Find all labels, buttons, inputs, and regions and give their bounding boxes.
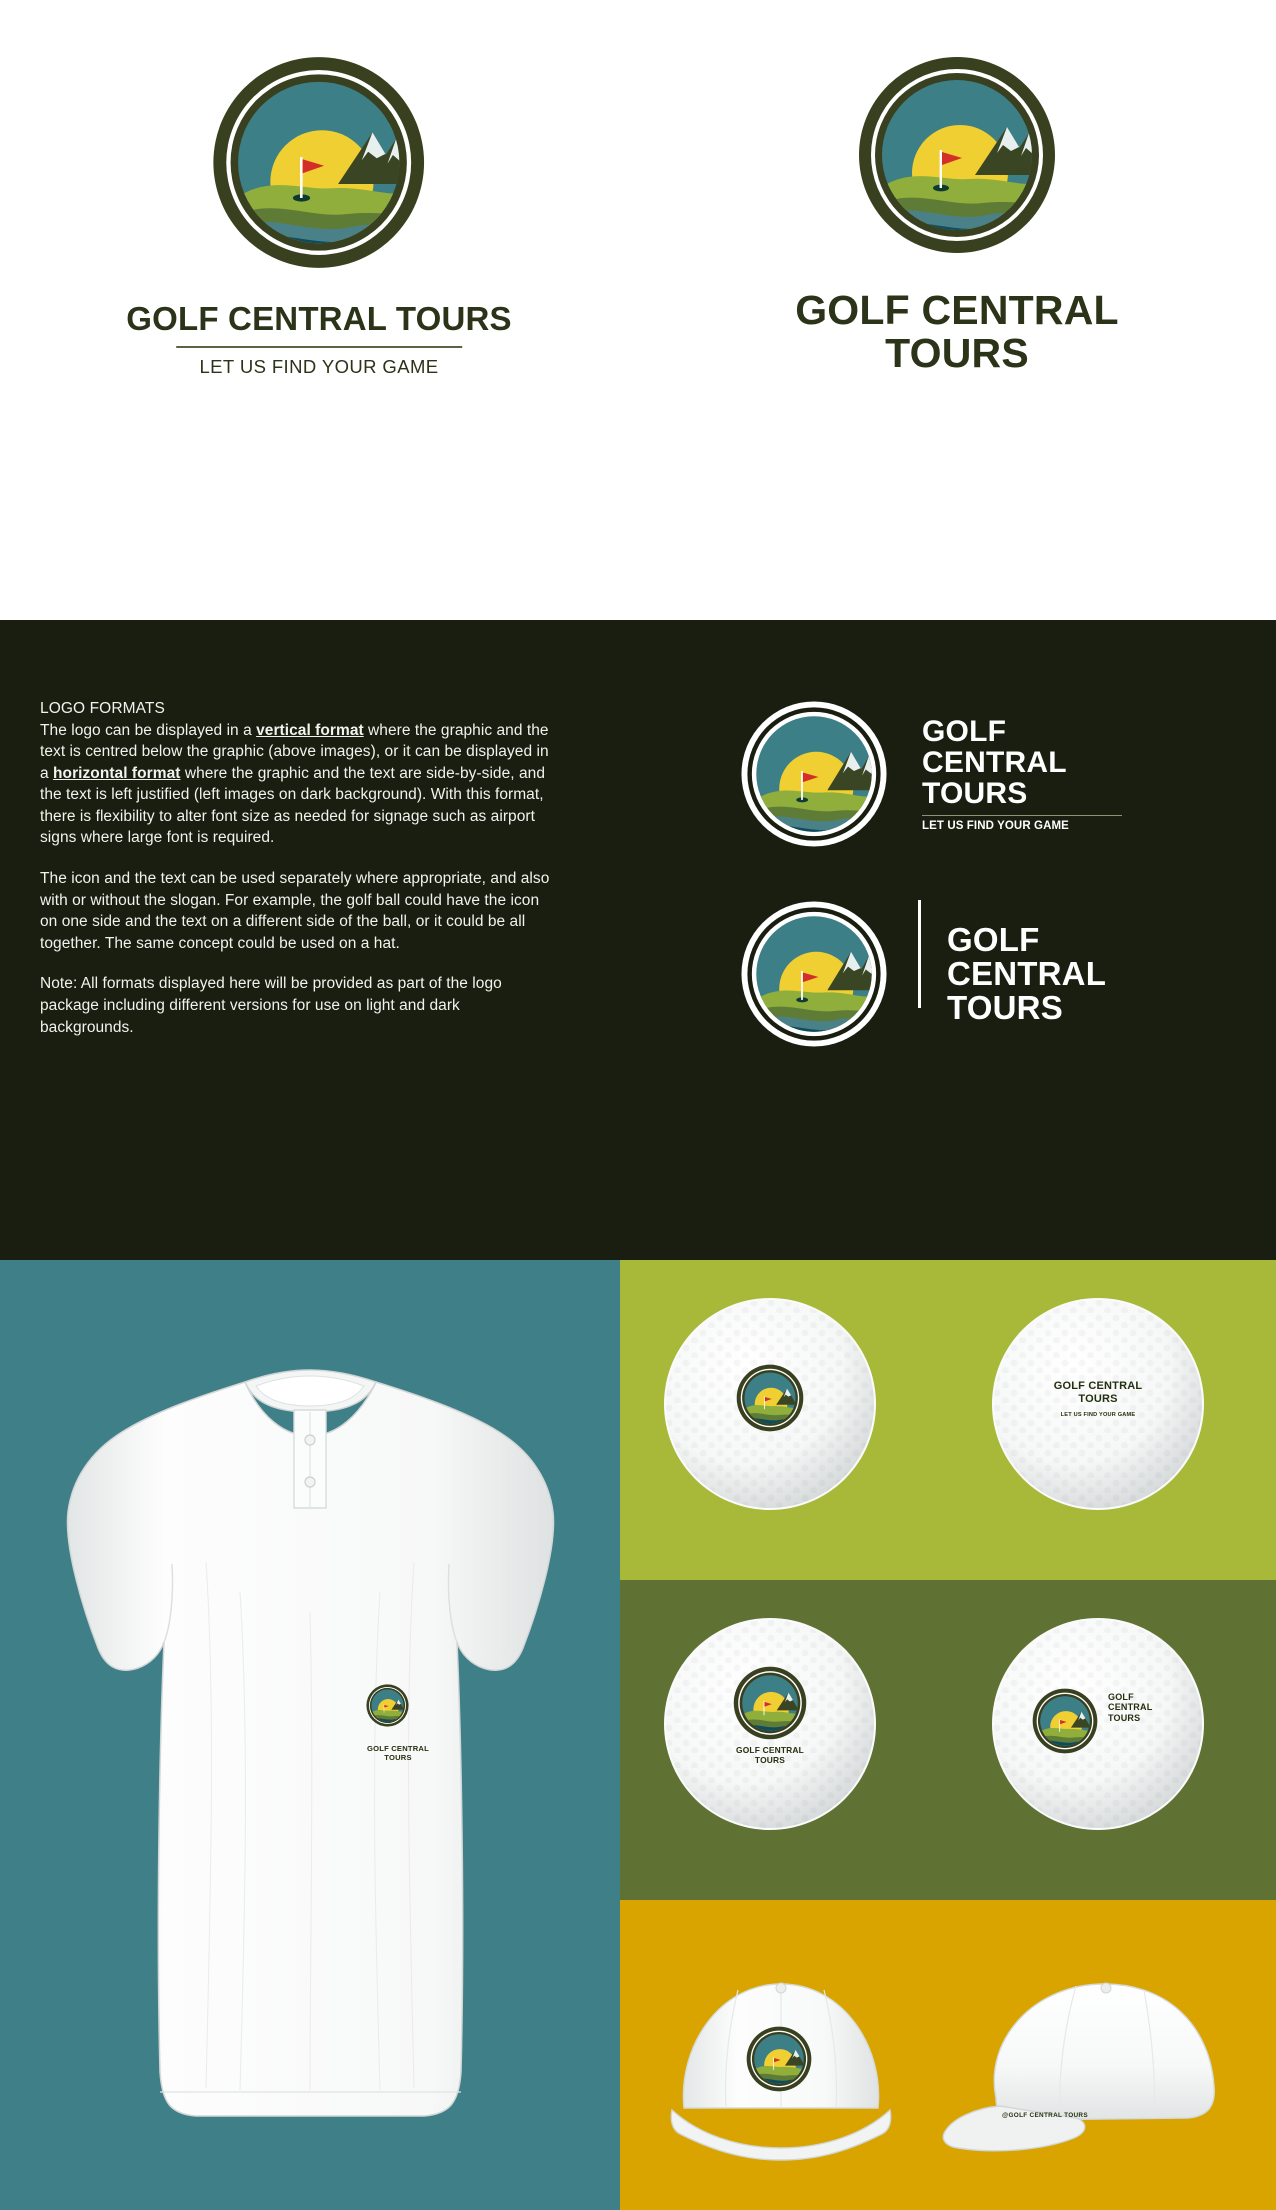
horizontal-lockup-examples	[740, 700, 1240, 1048]
logo-badge-artwork	[733, 1666, 807, 1740]
golf-ball-wordmark-line-3: TOURS	[1108, 1712, 1141, 1723]
guidelines-paragraph-3: Note: All formats displayed here will be provided as part of the logo package including different versions for use on light and dark backgrounds.	[40, 975, 502, 1036]
golf-ball-wordmark	[1108, 1692, 1198, 1723]
polo-chest-text	[338, 1745, 458, 1762]
lockup-text-block	[922, 716, 1122, 832]
golf-ball-logo-icon	[733, 1666, 807, 1740]
golf-ball-cell-text-only	[948, 1260, 1276, 1580]
logo-badge	[857, 55, 1057, 255]
cap-front-logo-icon	[746, 2026, 812, 2092]
golf-ball-tagline: LET US FIND YOUR GAME	[1060, 1412, 1136, 1418]
guidelines-heading: LOGO FORMATS	[40, 700, 165, 717]
golf-ball-wordmark-line-1: GOLF	[1108, 1692, 1134, 1702]
golf-ball-wordmark-line-2: TOURS	[1078, 1392, 1118, 1405]
cap-mockup-cell	[620, 1900, 1276, 2210]
golf-ball-wordmark	[702, 1746, 838, 1765]
logo-badge-artwork	[740, 700, 888, 848]
logo-badge-artwork	[1032, 1688, 1098, 1754]
golf-ball-cell-icon-and-text	[948, 1580, 1276, 1900]
horizontal-lockup-with-bar	[740, 900, 1240, 1048]
polo-chest-line-1: GOLF CENTRAL	[367, 1744, 429, 1753]
vertical-lockup-one-line	[0, 0, 638, 620]
merchandise-mockups	[0, 1260, 1276, 2210]
emphasis-horizontal-format: horizontal format	[53, 764, 181, 782]
wordmark-line-3: TOURS	[947, 989, 1063, 1027]
guidelines-copy	[40, 698, 550, 1038]
golf-ball-wordmark	[1026, 1380, 1170, 1405]
logo-badge-artwork	[212, 55, 427, 270]
cap-side-text: @GOLF CENTRAL TOURS	[1002, 2112, 1088, 2119]
logo-badge-artwork	[740, 900, 888, 1048]
logo-badge-artwork	[746, 2026, 812, 2092]
wordmark-primary: GOLF CENTRAL TOURS	[126, 300, 512, 337]
cap-side-artwork	[938, 1948, 1258, 2174]
golf-ball-wordmark-line-2: TOURS	[754, 1754, 786, 1765]
golf-ball	[992, 1618, 1204, 1830]
logo-badge	[212, 55, 427, 270]
logo-badge-on-dark	[740, 900, 888, 1048]
lockup-text-block	[947, 920, 1107, 1027]
p1-text-b: where the graphic and the text is centred below the graphic (above images), or it can be displayed in a	[40, 721, 549, 782]
golf-ball-wordmark-line-2: CENTRAL	[1108, 1702, 1153, 1713]
polo-chest-line-2: TOURS	[384, 1752, 412, 1762]
logo-badge-artwork	[857, 55, 1057, 255]
emphasis-vertical-format: vertical format	[256, 721, 364, 739]
golf-ball-wordmark-line-1: GOLF CENTRAL	[736, 1745, 804, 1755]
wordmark-line-3: TOURS	[922, 777, 1028, 811]
lockup-divider-rule	[176, 346, 462, 348]
polo-shirt-image	[10, 1312, 610, 2152]
wordmark-line-1: GOLF	[922, 714, 1007, 748]
p1-text-a: The logo can be displayed in a	[40, 721, 257, 739]
polo-shirt-mockup	[0, 1260, 620, 2210]
wordmark-line-1: GOLF	[947, 920, 1040, 958]
p1-text-c: where the graphic and the text are side-by-side, and the text is left justified (left images on dark background). With this format, there is flexibility to alter font size as needed for signage such as airport signs where large font is required.	[40, 764, 545, 847]
golf-ball-cell-icon-above-text	[620, 1580, 948, 1900]
golf-ball-logo-icon	[1032, 1688, 1098, 1754]
logo-formats-panel	[0, 620, 1276, 1260]
wordmark-line-1: GOLF CENTRAL	[795, 287, 1119, 333]
guidelines-paragraph-1	[40, 720, 550, 850]
wordmark-line-2: TOURS	[885, 330, 1029, 377]
logo-showcase-header	[0, 0, 1276, 620]
horizontal-lockup-with-tagline	[740, 700, 1240, 848]
logo-badge-on-dark	[740, 700, 888, 848]
logo-badge-artwork	[736, 1364, 804, 1432]
product-mockup-grid	[620, 1260, 1276, 2210]
lockup-vertical-bar	[918, 900, 921, 1008]
vertical-lockup-two-line	[638, 0, 1276, 620]
lockup-divider-rule	[922, 815, 1122, 817]
golf-ball-cell-icon-only	[620, 1260, 948, 1580]
cap-side-view	[938, 1948, 1258, 2174]
golf-ball-wordmark-line-1: GOLF CENTRAL	[1053, 1380, 1143, 1392]
polo-shirt-artwork	[10, 1312, 610, 2152]
wordmark-line-2: CENTRAL	[922, 746, 1067, 780]
golf-ball-logo-icon	[736, 1364, 804, 1432]
tagline: LET US FIND YOUR GAME	[922, 820, 1069, 833]
tagline: LET US FIND YOUR GAME	[199, 355, 439, 377]
golf-ball-artwork	[992, 1618, 1204, 1830]
guidelines-paragraph-2: The icon and the text can be used separately where appropriate, and also with or without the slogan. For example, the golf ball could have the icon on one side and the text on a different side of the ball, or it could be all together. The same concept could be used on a hat.	[40, 870, 550, 952]
wordmark-line-2: CENTRAL	[947, 954, 1107, 992]
